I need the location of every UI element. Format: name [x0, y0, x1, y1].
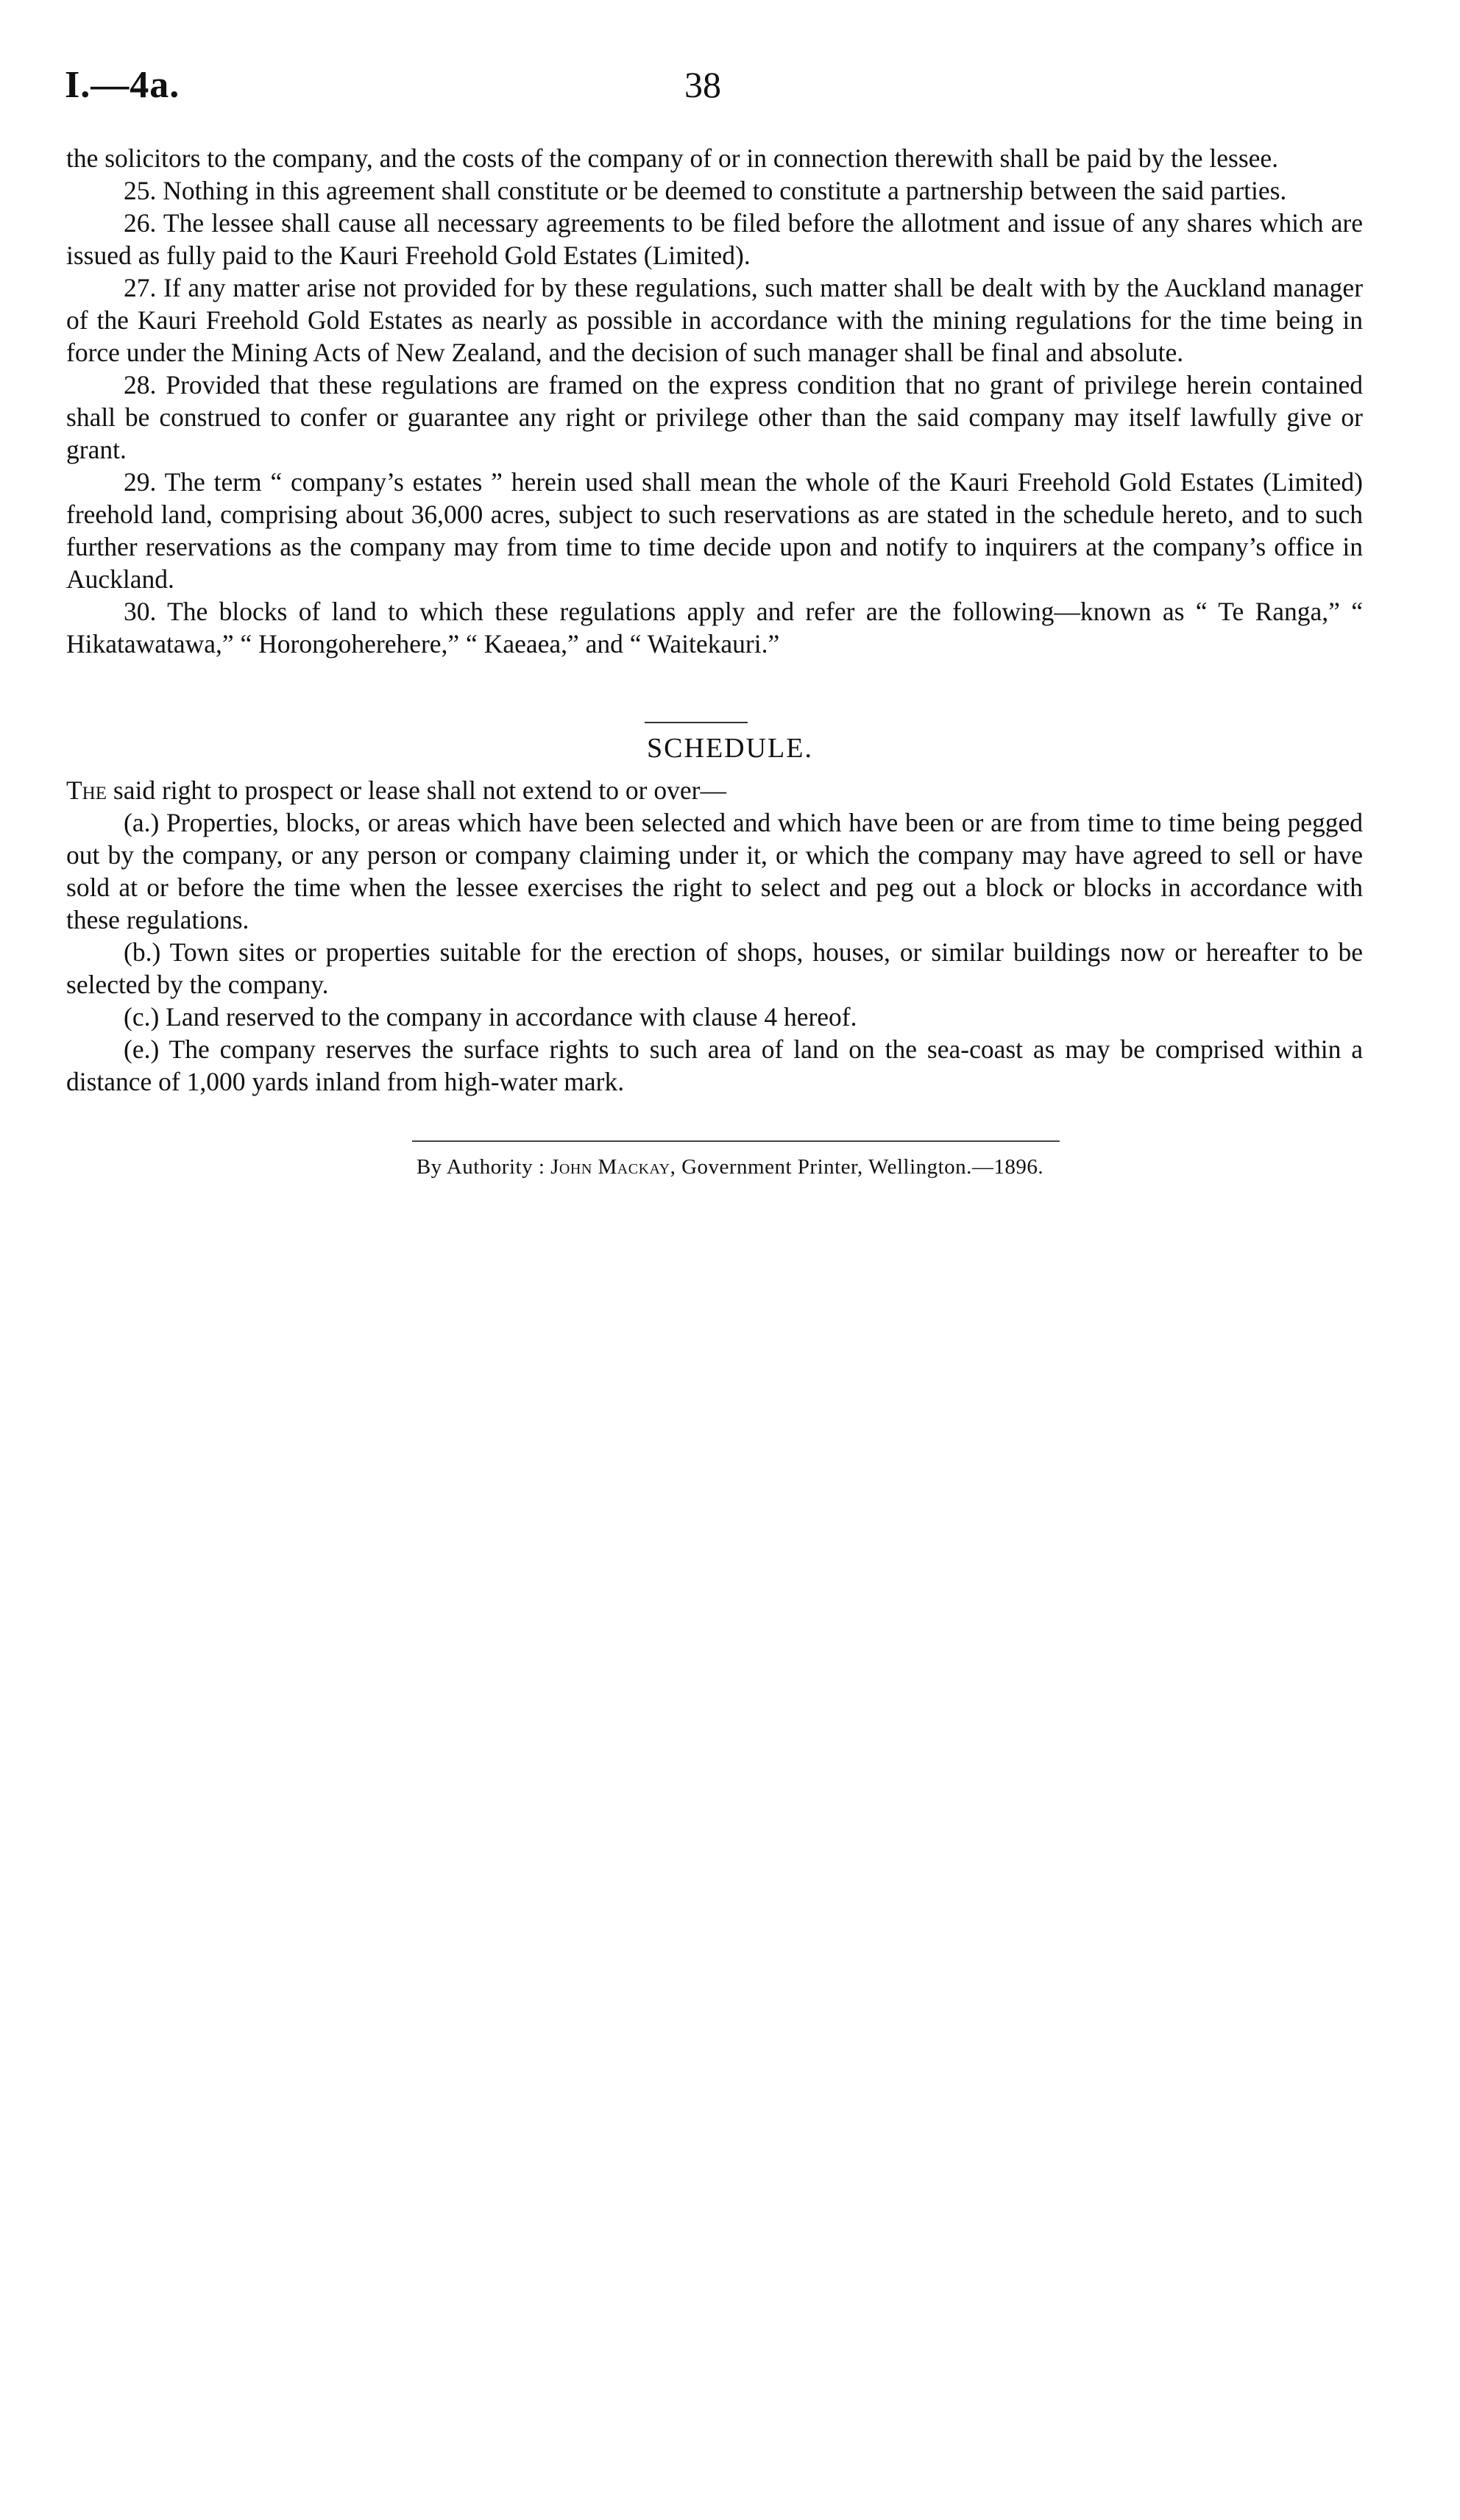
item-text: The company reserves the surface rights to such area of land on the sea-coast as may be comprised within a distance of 1,000 yards inland from high-water mark.: [66, 1034, 1363, 1096]
clause-text: Provided that these regulations are framed on the express condition that no grant of privilege herein contained shall be construed to confer or guarantee any right or privilege other than the said company may itself lawfully give or grant.: [66, 370, 1364, 464]
clause-text: Nothing in this agreement shall constitute or be deemed to constitute a partnership between the said parties.: [163, 176, 1287, 205]
section-divider: [645, 722, 748, 723]
clause-text: The term “ company’s estates ” herein used shall mean the whole of the Kauri Freehold Gold Estates (Limited) freehold land, comprising about 36,000 acres, subject to such reservations as are stated in the schedule hereto, and to such further reservations as the company may from time to time decide upon and notify to inquirers at the company’s office in Auckland.: [66, 467, 1364, 594]
clause-29: [66, 466, 1363, 595]
clause-number: 25.: [124, 176, 157, 205]
clause-27: [66, 271, 1363, 369]
clause-number: 29.: [124, 467, 157, 497]
item-text: Land reserved to the company in accordance with clause 4 hereof.: [166, 1002, 857, 1032]
item-text: Town sites or properties suitable for the erection of shops, houses, or similar buildings now or hereafter to be selected by the company.: [66, 937, 1364, 999]
clause-26: [66, 207, 1363, 271]
item-label: (a.): [124, 808, 160, 837]
clause-number: 30.: [124, 597, 157, 626]
schedule-intro: [66, 774, 1363, 806]
footer-divider: [412, 1140, 1060, 1142]
imprint-prefix: By Authority :: [416, 1155, 545, 1179]
paragraph-continuation: [66, 142, 1363, 174]
schedule-heading: SCHEDULE.: [647, 733, 813, 764]
item-label: (c.): [124, 1002, 160, 1032]
clause-text: The blocks of land to which these regulations apply and refer are the following—known as “ Te Ranga,” “ Hikatawatawa,” “ Horongoherehere,” “ Kaeaea,” and “ Waitekauri.”: [66, 597, 1364, 659]
schedule-intro-lead: The: [66, 775, 107, 805]
schedule-item-e: [66, 1033, 1363, 1098]
schedule-item-b: [66, 936, 1363, 1001]
clause-30: [66, 595, 1363, 660]
item-label: (b.): [124, 937, 161, 967]
schedule-item-c: [66, 1001, 1363, 1033]
regulations-text: [66, 142, 1363, 660]
clause-number: 28.: [124, 370, 157, 400]
schedule-intro-text: said right to prospect or lease shall not extend to or over—: [113, 775, 726, 805]
clause-number: 26.: [124, 208, 157, 238]
paragraph-text: the solicitors to the company, and the costs of the company of or in connection therewith shall be paid by the lessee.: [66, 143, 1279, 173]
imprint-suffix: Government Printer, Wellington.—1896.: [681, 1155, 1044, 1179]
clause-25: [66, 174, 1363, 207]
page-number: 38: [684, 64, 721, 105]
clause-28: [66, 369, 1363, 466]
schedule-item-a: [66, 806, 1363, 936]
printer-imprint: [0, 1155, 1460, 1179]
document-reference: I.—4a.: [65, 64, 180, 106]
printer-name: John Mackay,: [550, 1155, 676, 1179]
item-text: Properties, blocks, or areas which have been selected and which have been or are from time to time being pegged out by the company, or any person or company claiming under it, or which the company may have agreed to sell or have sold at or before the time when the lessee exercises the right to select and peg out a block or blocks in accordance with these regulations.: [66, 808, 1363, 934]
clause-number: 27.: [124, 273, 157, 302]
item-label: (e.): [124, 1034, 160, 1064]
schedule-text: [66, 774, 1363, 1098]
clause-text: If any matter arise not provided for by these regulations, such matter shall be dealt with by the Auckland manager of the Kauri Freehold Gold Estates as nearly as possible in accordance with the mining regulations for the time being in force under the Mining Acts of New Zealand, and the decision of such manager shall be final and absolute.: [66, 273, 1364, 367]
clause-text: The lessee shall cause all necessary agreements to be filed before the allotment and issue of any shares which are issued as fully paid to the Kauri Freehold Gold Estates (Limited).: [66, 208, 1364, 270]
